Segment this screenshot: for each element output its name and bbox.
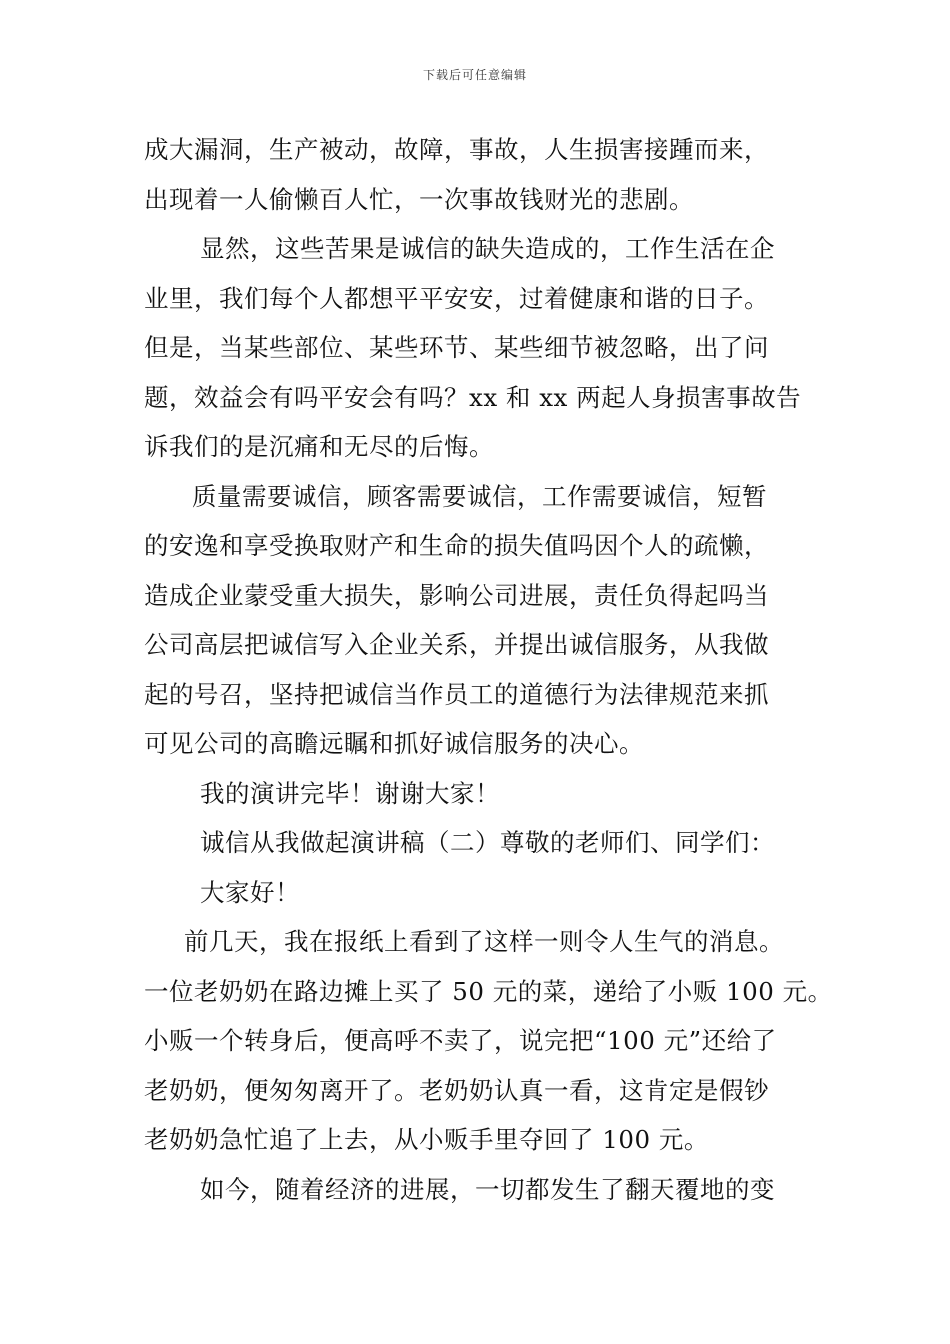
text-line-22: 如今，随着经济的进展，一切都发生了翻天覆地的变 bbox=[200, 1174, 775, 1204]
text-line-15: 诚信从我做起演讲稿（二）尊敬的老师们、同学们： bbox=[200, 828, 775, 857]
text-line-5: 但是，当某些部位、某些环节、某些细节被忽略，出了问 bbox=[144, 333, 769, 362]
text-line-4: 业里，我们每个人都想平平安安，过着健康和谐的日子。 bbox=[144, 283, 769, 313]
document-body bbox=[144, 125, 833, 1214]
page-header: 下载后可任意编辑 bbox=[422, 68, 527, 82]
text-line-21: 老奶奶急忙追了上去，从小贩手里夺回了 100 元。 bbox=[144, 1125, 709, 1154]
text-line-7: 诉我们的是沉痛和无尽的后悔。 bbox=[144, 432, 494, 461]
text-line-1: 成大漏洞，生产被动，故障，事故，人生损害接踵而来， bbox=[144, 135, 769, 164]
text-line-18: 一位老奶奶在路边摊上买了 50 元的菜，递给了小贩 100 元。 bbox=[144, 976, 833, 1006]
text-line-14: 我的演讲完毕！谢谢大家！ bbox=[200, 778, 500, 808]
text-line-8: 质量需要诚信，顾客需要诚信，工作需要诚信，短暂 bbox=[192, 481, 767, 511]
text-line-12: 起的号召，坚持把诚信当作员工的道德行为法律规范来抓 bbox=[144, 679, 769, 709]
text-line-3: 显然，这些苦果是诚信的缺失造成的，工作生活在企 bbox=[200, 234, 775, 263]
text-line-20: 老奶奶，便匆匆离开了。老奶奶认真一看，这肯定是假钞 bbox=[144, 1075, 769, 1105]
text-line-11: 公司高层把诚信写入企业关系，并提出诚信服务，从我做 bbox=[144, 630, 769, 659]
text-line-2: 出现着一人偷懒百人忙，一次事故钱财光的悲剧。 bbox=[144, 184, 694, 214]
text-line-17: 前几天，我在报纸上看到了这样一则令人生气的消息。 bbox=[184, 927, 784, 956]
text-line-9: 的安逸和享受换取财产和生命的损失值吗因个人的疏懒， bbox=[144, 531, 769, 560]
text-line-10: 造成企业蒙受重大损失，影响公司进展，责任负得起吗当 bbox=[144, 580, 769, 610]
text-line-6: 题，效益会有吗平安会有吗？xx 和 xx 两起人身损害事故告 bbox=[144, 382, 802, 412]
text-line-16: 大家好！ bbox=[200, 877, 300, 907]
text-line-13: 可见公司的高瞻远瞩和抓好诚信服务的决心。 bbox=[144, 729, 644, 758]
text-line-19: 小贩一个转身后，便高呼不卖了，说完把“100 元”还给了 bbox=[144, 1026, 777, 1055]
